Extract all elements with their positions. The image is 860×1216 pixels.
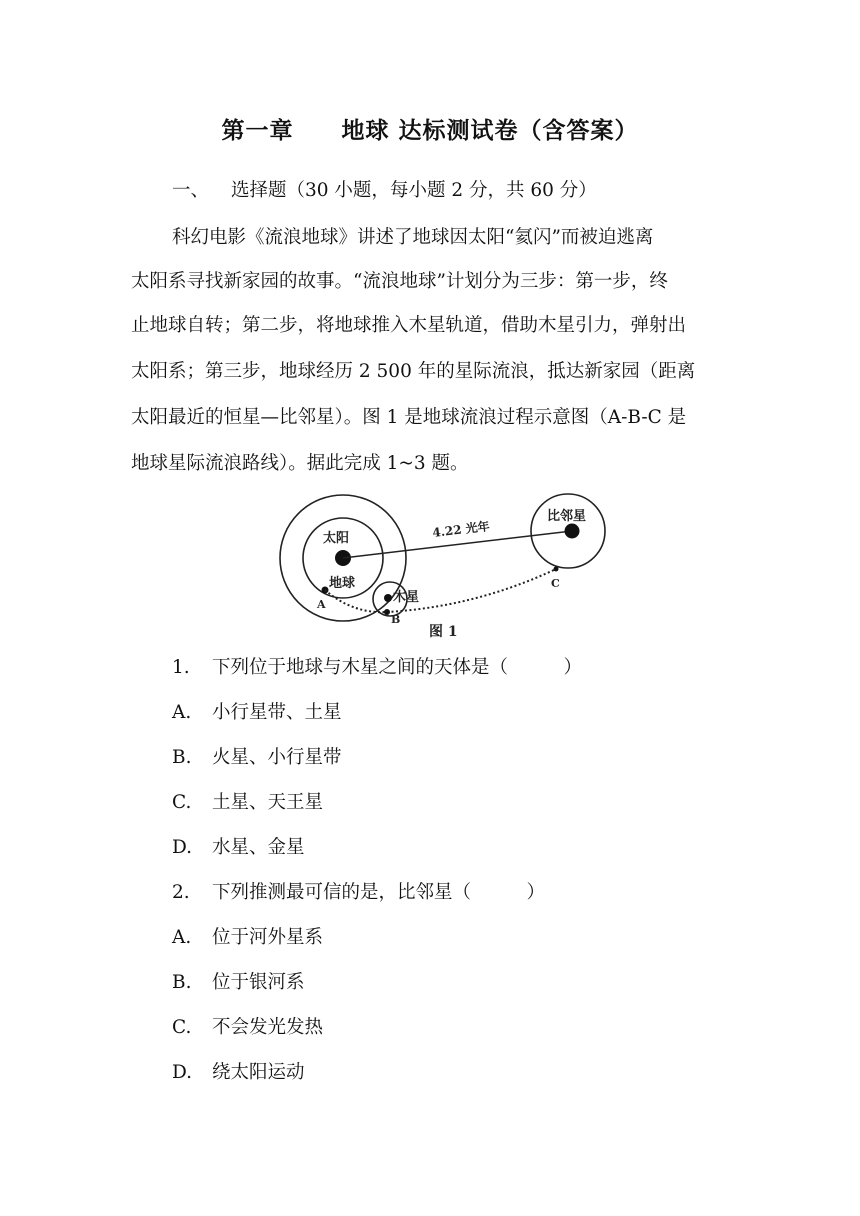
earth-label: 地球 <box>329 576 356 591</box>
question-1 <box>172 659 582 678</box>
option-text: 火星、小行星带 <box>212 747 342 768</box>
passage-line: 止地球自转；第二步，将地球推入木星轨道，借助木星引力，弹射出 <box>131 315 687 336</box>
question-number: 1. <box>172 657 190 678</box>
passage-line: 太阳系；第三步，地球经历 2 500 年的星际流浪，抵达新家园（距离 <box>131 361 696 382</box>
point-b-label: B <box>391 613 401 626</box>
option-letter: D. <box>172 837 193 858</box>
option-text: 不会发光发热 <box>212 1017 324 1038</box>
question-stem: 下列推测最可信的是，比邻星（ ） <box>212 882 546 903</box>
option-text: 水星、金星 <box>212 837 305 858</box>
jupiter-dot <box>384 594 392 602</box>
question-2 <box>172 884 545 903</box>
point-c-label: C <box>551 577 560 590</box>
section-number: 一、 <box>172 180 210 201</box>
page-title: 第一章 地球 达标测试卷（含答案） <box>221 118 639 144</box>
passage-line: 太阳最近的恒星—比邻星）。图 1 是地球流浪过程示意图（A-B-C 是 <box>131 407 687 428</box>
passage-line: 科幻电影《流浪地球》讲述了地球因太阳“氦闪”而被迫逃离 <box>172 227 654 248</box>
option-letter: B. <box>172 747 192 768</box>
proxima-label: 比邻星 <box>547 509 587 524</box>
option-c[interactable] <box>172 1019 323 1038</box>
option-text: 位于银河系 <box>212 972 305 993</box>
travel-route <box>325 569 556 612</box>
section-title: 选择题（30 小题，每小题 2 分，共 60 分） <box>231 180 597 201</box>
option-letter: A. <box>172 702 192 723</box>
question-stem: 下列位于地球与木星之间的天体是（ ） <box>212 657 583 678</box>
option-a[interactable] <box>172 704 342 723</box>
question-number: 2. <box>172 882 190 903</box>
option-text: 土星、天王星 <box>212 792 324 813</box>
passage-line: 地球星际流浪路线）。据此完成 1~3 题。 <box>131 453 469 474</box>
option-letter: D. <box>172 1062 193 1083</box>
point-b-dot <box>384 609 390 615</box>
option-b[interactable] <box>172 749 342 768</box>
proxima-dot <box>565 524 580 539</box>
option-b[interactable] <box>172 974 305 993</box>
option-letter: C. <box>172 1017 192 1038</box>
option-text: 位于河外星系 <box>212 927 324 948</box>
option-text: 小行星带、土星 <box>212 702 342 723</box>
option-letter: C. <box>172 792 192 813</box>
option-letter: A. <box>172 927 192 948</box>
option-letter: B. <box>172 972 192 993</box>
jupiter-label: 木星 <box>393 590 420 605</box>
figure-caption: 图 1 <box>429 624 458 640</box>
point-c-dot <box>554 567 559 572</box>
option-d[interactable] <box>172 839 305 858</box>
section-heading <box>172 182 597 201</box>
option-d[interactable] <box>172 1064 305 1083</box>
distance-label: 4.22 光年 <box>431 519 491 540</box>
point-a-label: A <box>317 598 326 611</box>
option-a[interactable] <box>172 929 323 948</box>
passage-line: 太阳系寻找新家园的故事。“流浪地球”计划分为三步：第一步，终 <box>131 271 668 292</box>
option-text: 绕太阳运动 <box>212 1062 305 1083</box>
option-c[interactable] <box>172 794 323 813</box>
sun-label: 太阳 <box>323 531 350 546</box>
orbit-diagram <box>275 489 615 644</box>
